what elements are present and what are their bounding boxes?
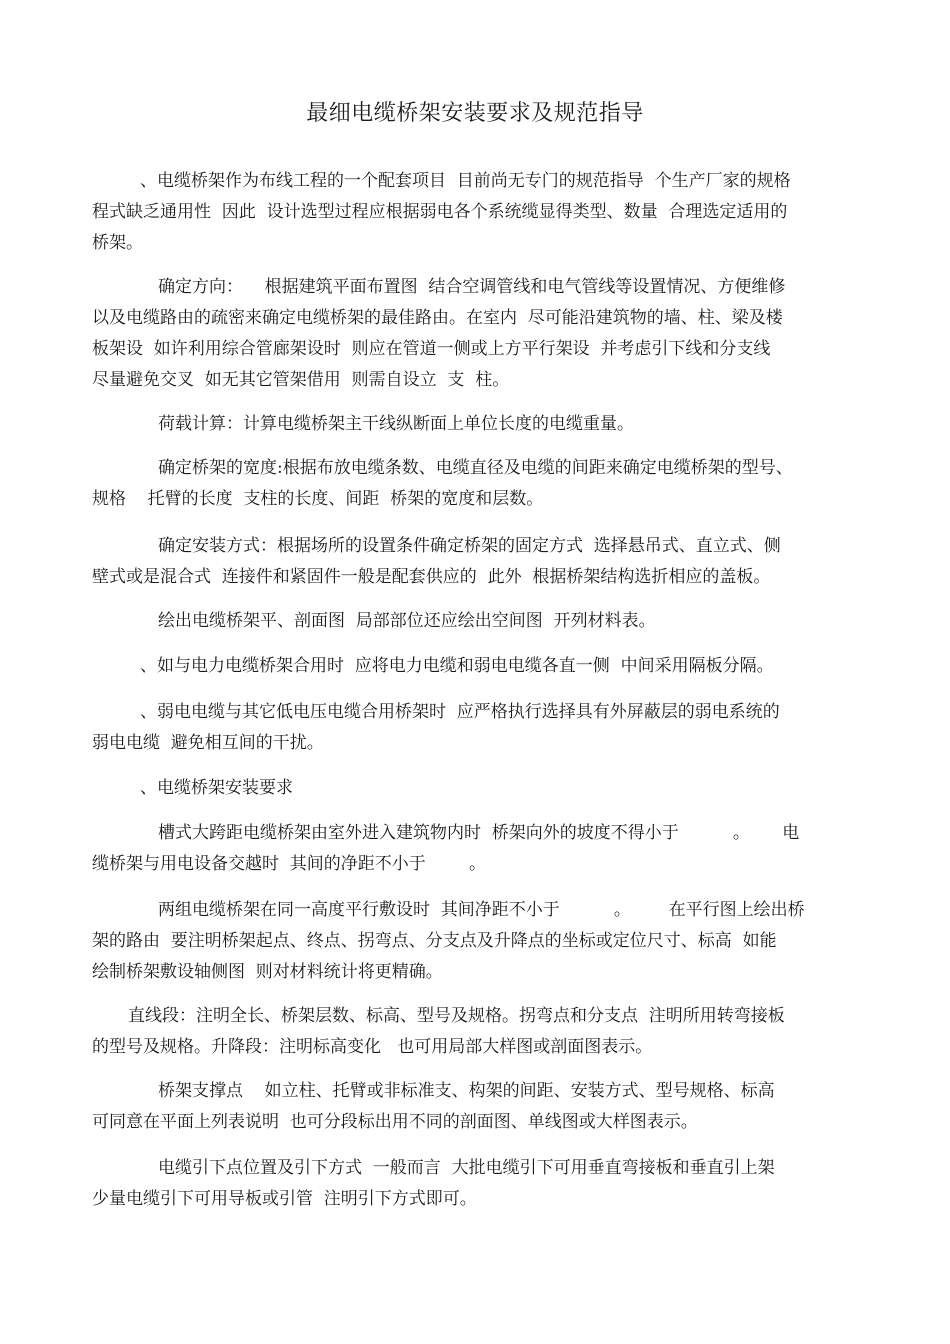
paragraph-5-line-1: 确定安装方式：根据场所的设置条件确定桥架的固定方式 选择悬吊式、直立式、侧 bbox=[158, 536, 781, 556]
paragraph-4-line-1: 确定桥架的宽度:根据布放电缆条数、电缆直径及电缆的间距来确定电缆桥架的型号、 bbox=[158, 458, 793, 478]
paragraph-3-line-1: 荷载计算：计算电缆桥架主干线纵断面上单位长度的电缆重量。 bbox=[158, 414, 634, 434]
paragraph-12-line-1: 直线段：注明全长、桥架层数、标高、型号及规格。拐弯点和分支点 注明所用转弯接板 bbox=[128, 1006, 785, 1026]
paragraph-11-line-1: 两组电缆桥架在同一高度平行敷设时 其间净距不小于 。 在平行图上绘出桥 bbox=[158, 900, 805, 920]
paragraph-11-line-2: 架的路由 要注明桥架起点、终点、拐弯点、分支点及升降点的坐标或定位尺寸、标高 如能 bbox=[92, 931, 777, 951]
paragraph-10-line-1: 槽式大跨距电缆桥架由室外进入建筑物内时 桥架向外的坡度不得小于 。 电 bbox=[158, 823, 800, 843]
paragraph-14-line-2: 少量电缆引下可用导板或引管 注明引下方式即可。 bbox=[92, 1189, 477, 1209]
paragraph-9-line-1: 、电缆桥架安装要求 bbox=[140, 778, 293, 798]
paragraph-14-line-1: 电缆引下点位置及引下方式 一般而言 大批电缆引下可用垂直弯接板和垂直引上架 bbox=[158, 1158, 775, 1178]
paragraph-11-line-3: 绘制桥架敷设轴侧图 则对材料统计将更精确。 bbox=[92, 962, 443, 982]
paragraph-6-line-1: 绘出电缆桥架平、剖面图 局部部位还应绘出空间图 开列材料表。 bbox=[158, 611, 656, 631]
paragraph-2-line-4: 尽量避免交叉 如无其它管架借用 则需自设立 支 柱。 bbox=[92, 370, 510, 390]
paragraph-8-line-2: 弱电电缆 避免相互间的干扰。 bbox=[92, 733, 324, 753]
paragraph-8-line-1: 、弱电电缆与其它低电压电缆合用桥架时 应严格执行选择具有外屏蔽层的弱电系统的 bbox=[140, 702, 780, 722]
paragraph-10-line-2: 缆桥架与用电设备交越时 其间的净距不小于 。 bbox=[92, 854, 487, 874]
paragraph-5-line-2: 壁式或是混合式 连接件和紧固件一般是配套供应的 此外 根据桥架结构选折相应的盖板。 bbox=[92, 567, 771, 587]
paragraph-7-line-1: 、如与电力电缆桥架合用时 应将电力电缆和弱电电缆各直一侧 中间采用隔板分隔。 bbox=[140, 656, 774, 676]
paragraph-2-line-2: 以及电缆路由的疏密来确定电缆桥架的最佳路由。在室内 尽可能沿建筑物的墙、柱、梁及楼 bbox=[92, 308, 783, 328]
paragraph-1-line-1: 、电缆桥架作为布线工程的一个配套项目 目前尚无专门的规范指导 个生产厂家的规格 bbox=[140, 171, 791, 191]
document-title: 最细电缆桥架安装要求及规范指导 bbox=[306, 101, 644, 126]
paragraph-13-line-2: 可同意在平面上列表说明 也可分段标出用不同的剖面图、单线图或大样图表示。 bbox=[92, 1112, 698, 1132]
paragraph-4-line-2: 规格 托臂的长度 支柱的长度、间距 桥架的宽度和层数。 bbox=[92, 489, 544, 509]
paragraph-1-line-2: 程式缺乏通用性 因此 设计选型过程应根据弱电各个系统缆显得类型、数量 合理选定适用的 bbox=[92, 202, 788, 222]
paragraph-2-line-3: 板架设 如许利用综合管廊架设时 则应在管道一侧或上方平行架设 并考虑引下线和分支线 bbox=[92, 339, 771, 359]
paragraph-13-line-1: 桥架支撑点 如立柱、托臂或非标准支、构架的间距、安装方式、型号规格、标高 bbox=[158, 1081, 775, 1101]
paragraph-1-line-3: 桥架。 bbox=[92, 233, 143, 253]
paragraph-12-line-2: 的型号及规格。升降段：注明标高变化 也可用局部大样图或剖面图表示。 bbox=[92, 1037, 653, 1057]
paragraph-2-line-1: 确定方向： 根据建筑平面布置图 结合空调管线和电气管线等设置情况、方便维修 bbox=[158, 277, 786, 297]
